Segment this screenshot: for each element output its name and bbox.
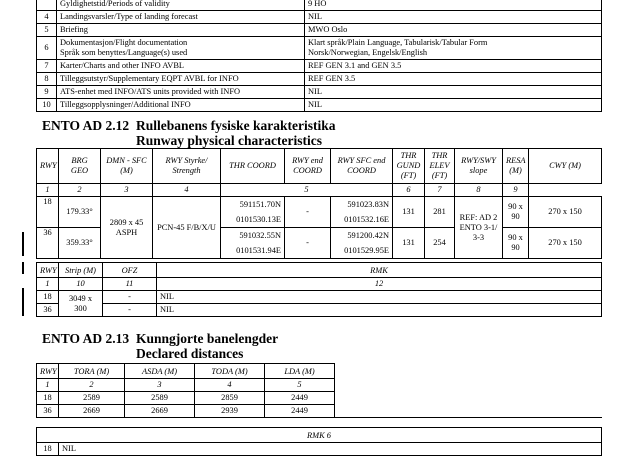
value-line: Norsk/Norwegian, Engelsk/English	[308, 48, 428, 57]
col-number: 12	[157, 278, 602, 291]
col-header-rmk: RMK 6	[37, 428, 602, 443]
section-title-en: Runway physical characteristics	[136, 133, 322, 148]
col-header-thr-elev: THR ELEV (FT)	[425, 149, 455, 184]
strip-dimensions: 3049 x 300	[59, 291, 103, 317]
row-label: Karter/Charts and other INFO AVBL	[57, 60, 305, 73]
col-header-asda: ASDA (M)	[125, 364, 195, 379]
header-row	[37, 263, 602, 278]
toda: 2939	[195, 405, 265, 418]
col-number: 11	[103, 278, 157, 291]
section-title-en: Declared distances	[136, 346, 244, 361]
col-number: 2	[59, 379, 125, 392]
row-value: NIL	[305, 86, 602, 99]
value-line: Klart språk/Plain Language, Tabularisk/Tabular Form	[308, 38, 488, 47]
col-header-thr-coord: THR COORD	[221, 149, 285, 184]
col-header-rwy: RWY	[37, 364, 59, 379]
col-number: 7	[425, 184, 455, 197]
col-number: 1	[37, 379, 59, 392]
col-number: 8	[455, 184, 503, 197]
tora: 2589	[59, 392, 125, 405]
spacer	[37, 418, 602, 428]
row-label: Tilleggsutstyr/Supplementary EQPT AVBL for INFO	[57, 73, 305, 86]
section-title-no: Rullebanens fysiske karakteristika	[136, 118, 336, 133]
col-header-rwy: RWY	[37, 263, 59, 278]
column-number-row	[37, 184, 602, 197]
col-header-toda: TODA (M)	[195, 364, 265, 379]
section-code: ENTO AD 2.12	[42, 118, 130, 133]
col-header-rmk: RMK	[157, 263, 602, 278]
header-row	[37, 428, 602, 443]
sfc-end-coord-lon: 0101529.95E	[331, 243, 393, 259]
col-number: 9	[503, 184, 529, 197]
thr-coord-lat: 591032.55N	[221, 228, 285, 244]
row-value: REF GEN 3.5	[305, 73, 602, 86]
col-header-tora: TORA (M)	[59, 364, 125, 379]
table-row	[37, 99, 602, 112]
row-number	[37, 0, 57, 11]
runway-strength: PCN-45 F/B/X/U	[153, 197, 221, 259]
thr-gund: 131	[393, 228, 425, 259]
row-label: Tilleggsopplysninger/Additional INFO	[57, 99, 305, 112]
change-bar	[22, 288, 24, 316]
rwy-id: 18	[37, 443, 59, 456]
thr-coord-lon: 0101531.94E	[221, 243, 285, 259]
resa: 90 x 90	[503, 197, 529, 228]
declared-distances-table	[36, 363, 602, 456]
row-label: Landingsvarsler/Type of landing forecast	[57, 11, 305, 24]
row-label: ATS-enhet med INFO/ATS units provided with INFO	[57, 86, 305, 99]
table-row	[37, 11, 602, 24]
slope: REF: AD 2 ENTO 3-1/ 3-3	[455, 197, 503, 259]
remark: NIL	[157, 291, 602, 304]
blank-area	[335, 364, 405, 418]
row-value: NIL	[305, 11, 602, 24]
col-number: 6	[393, 184, 425, 197]
bearing: 179.33°	[59, 197, 101, 228]
asda: 2589	[125, 392, 195, 405]
change-bar	[22, 232, 24, 256]
lda: 2449	[265, 405, 335, 418]
col-number: 5	[265, 379, 335, 392]
toda: 2859	[195, 392, 265, 405]
cwy: 270 x 150	[529, 228, 602, 259]
table-row	[37, 197, 602, 213]
remark: NIL	[157, 304, 602, 317]
row-value: NIL	[305, 99, 602, 112]
rwy-id: 36	[37, 304, 59, 317]
row-number: 5	[37, 24, 57, 37]
rwy-end-coord: -	[285, 197, 331, 228]
col-header-thr-gund: THR GUND (FT)	[393, 149, 425, 184]
section-heading-2-13	[42, 331, 278, 361]
row-value: 9 HO	[305, 0, 602, 11]
row-number: 7	[37, 60, 57, 73]
sfc-end-coord-lat: 591200.42N	[331, 228, 393, 244]
sfc-end-coord-lat: 591023.83N	[331, 197, 393, 213]
sfc-end-coord-lon: 0101532.16E	[331, 212, 393, 228]
rwy-id: 18	[37, 291, 59, 304]
row-label	[57, 37, 305, 60]
col-header-lda: LDA (M)	[265, 364, 335, 379]
thr-elev: 281	[425, 197, 455, 228]
col-header-dmn: DMN - SFC (M)	[101, 149, 153, 184]
table-row	[37, 86, 602, 99]
rwy-end-coord: -	[285, 228, 331, 259]
ofz: -	[103, 304, 157, 317]
row-number: 4	[37, 11, 57, 24]
row-label: Gyldighetstid/Periods of validity	[57, 0, 305, 11]
row-number: 8	[37, 73, 57, 86]
col-number: 3	[101, 184, 153, 197]
col-header-rwy: RWY	[37, 149, 59, 184]
row-label: Briefing	[57, 24, 305, 37]
met-info-table	[36, 0, 602, 112]
row-number: 6	[37, 37, 57, 60]
table-row	[37, 443, 602, 456]
table-row	[37, 291, 602, 304]
thr-gund: 131	[393, 197, 425, 228]
table-row	[37, 0, 602, 11]
spacer-row	[37, 418, 602, 428]
col-header-ofz: OFZ	[103, 263, 157, 278]
col-number: 1	[37, 184, 59, 197]
row-value: MWO Oslo	[305, 24, 602, 37]
runway-characteristics-table	[36, 148, 602, 259]
col-header-strength: RWY Styrke/ Strength	[153, 149, 221, 184]
col-header-brg: BRG GEO	[59, 149, 101, 184]
table-row	[37, 304, 602, 317]
strip-table	[36, 262, 602, 317]
tora: 2669	[59, 405, 125, 418]
asda: 2669	[125, 405, 195, 418]
header-row	[37, 149, 602, 184]
col-header-rwy-end: RWY end COORD	[285, 149, 331, 184]
thr-elev: 254	[425, 228, 455, 259]
row-value: REF GEN 3.1 and GEN 3.5	[305, 60, 602, 73]
blank-area	[405, 364, 602, 418]
ofz: -	[103, 291, 157, 304]
rwy-id: 18	[37, 197, 59, 228]
change-bar	[22, 262, 24, 274]
header-row	[37, 364, 602, 379]
label-line: Dokumentasjon/Flight documentation	[60, 38, 188, 47]
table-row	[37, 60, 602, 73]
row-value	[305, 37, 602, 60]
dimensions-surface: 2809 x 45 ASPH	[101, 197, 153, 259]
col-header-sfc-end: RWY SFC end COORD	[331, 149, 393, 184]
label-line: Språk som benyttes/Language(s) used	[60, 48, 188, 57]
rwy-id: 36	[37, 228, 59, 259]
col-number: 10	[59, 278, 103, 291]
col-number: 3	[125, 379, 195, 392]
thr-coord-lon: 0101530.13E	[221, 212, 285, 228]
col-header-resa: RESA (M)	[503, 149, 529, 184]
col-number: 4	[153, 184, 221, 197]
cwy: 270 x 150	[529, 197, 602, 228]
section-heading-2-12	[42, 118, 336, 148]
col-number: 5	[221, 184, 393, 197]
lda: 2449	[265, 392, 335, 405]
section-code: ENTO AD 2.13	[42, 331, 130, 346]
section-title-no: Kunngjorte banelengder	[136, 331, 279, 346]
column-number-row	[37, 278, 602, 291]
rwy-id: 18	[37, 392, 59, 405]
row-number: 10	[37, 99, 57, 112]
col-number: 4	[195, 379, 265, 392]
rwy-id: 36	[37, 405, 59, 418]
col-header-strip: Strip (M)	[59, 263, 103, 278]
col-header-slope: RWY/SWY slope	[455, 149, 503, 184]
remark: NIL	[59, 443, 602, 456]
col-number: 2	[59, 184, 101, 197]
row-number: 9	[37, 86, 57, 99]
bearing: 359.33°	[59, 228, 101, 259]
col-number: 1	[37, 278, 59, 291]
col-header-cwy: CWY (M)	[529, 149, 602, 184]
table-row	[37, 24, 602, 37]
table-row	[37, 73, 602, 86]
resa: 90 x 90	[503, 228, 529, 259]
table-row	[37, 37, 602, 60]
thr-coord-lat: 591151.70N	[221, 197, 285, 213]
